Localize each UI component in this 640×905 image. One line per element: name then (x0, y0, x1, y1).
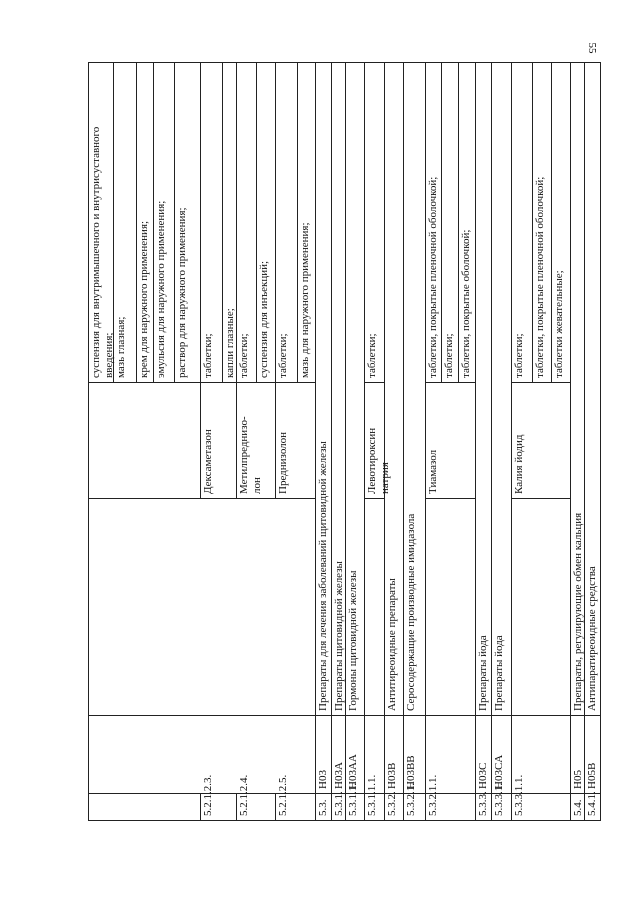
rule-line (136, 793, 154, 794)
rule-line (441, 382, 459, 383)
rule-line (222, 498, 237, 499)
atc-code: H03C (477, 762, 489, 789)
row-divider (511, 498, 512, 716)
row-divider (88, 62, 89, 821)
dosage-form: таблетки, покрытые пленочной оболочкой; (427, 176, 439, 378)
drug-name: Калия йодид (513, 434, 525, 494)
rule-line (236, 715, 257, 716)
row-number: 5.3.2.1.1. (427, 774, 439, 816)
row-divider (174, 62, 175, 383)
dosage-form: суспензия для внутримышечного и внутрисуставного (90, 126, 102, 378)
row-divider (491, 715, 492, 794)
drug-name: Метилпреднизо- (238, 416, 250, 494)
rule-line (256, 498, 276, 499)
drug-name: Дексаметазон (202, 429, 214, 494)
row-divider (570, 498, 571, 716)
rule-line (532, 382, 552, 383)
row-divider (425, 715, 426, 794)
rule-line (551, 715, 571, 716)
row-divider (475, 793, 476, 821)
rule-line (236, 498, 257, 499)
rule-line (364, 715, 385, 716)
rule-line (458, 498, 476, 499)
rule-line (136, 715, 154, 716)
rule-line (491, 715, 512, 716)
rule-line (153, 793, 175, 794)
atc-code: H05 (572, 770, 584, 789)
row-divider (331, 793, 332, 821)
row-number: 5.4. (572, 799, 584, 816)
drug-name: лон (251, 477, 263, 494)
row-divider (475, 715, 476, 794)
atc-code: H03AA (347, 754, 359, 789)
rule-line (532, 498, 552, 499)
row-divider (491, 62, 492, 383)
rule-line (297, 498, 316, 499)
row-divider (491, 382, 492, 499)
rule-line (113, 498, 137, 499)
rule-line (364, 382, 385, 383)
row-divider (364, 382, 365, 499)
dosage-form: таблетки; (202, 333, 214, 378)
row-divider (315, 382, 316, 499)
group-name: Препараты щитовидной железы (333, 561, 345, 711)
row-divider (364, 793, 365, 821)
row-divider (403, 62, 404, 383)
rule-line (88, 715, 114, 716)
rule-line (551, 793, 571, 794)
row-divider (403, 793, 404, 821)
rule-line (153, 715, 175, 716)
row-divider (275, 382, 276, 499)
dosage-form: крем для наружного применения; (138, 220, 150, 378)
rule-line (297, 793, 316, 794)
rule-line (275, 498, 298, 499)
rule-line (570, 793, 585, 794)
row-divider (570, 382, 571, 499)
rule-line (222, 715, 237, 716)
dosage-form: раствор для наружного применения; (176, 207, 188, 378)
row-divider (570, 62, 571, 383)
row-divider (364, 715, 365, 794)
row-divider (425, 62, 426, 383)
dosage-form: мазь глазная; (115, 316, 127, 378)
rule-line (222, 382, 237, 383)
row-divider (511, 382, 512, 499)
group-name: Препараты, регулирующие обмен кальция (572, 512, 584, 711)
rule-line (403, 715, 426, 716)
rule-line (315, 793, 332, 794)
rule-line (441, 793, 459, 794)
rule-line (425, 382, 442, 383)
rule-line (88, 382, 114, 383)
rule-line (174, 498, 201, 499)
dosage-form: таблетки жевательные; (553, 270, 565, 378)
row-divider (584, 62, 585, 383)
group-name: Антипаратиреоидные средства (586, 566, 598, 711)
rule-line (384, 715, 404, 716)
rule-line (511, 382, 533, 383)
dosage-form: таблетки; (238, 333, 250, 378)
drug-name: натрия (379, 462, 391, 494)
row-divider (600, 62, 601, 821)
row-divider (570, 793, 571, 821)
row-divider (200, 793, 201, 821)
row-divider (275, 62, 276, 383)
rule-line (275, 382, 298, 383)
row-divider (425, 498, 426, 716)
row-number: 5.3.2.1. (405, 783, 417, 816)
row-divider (403, 498, 404, 716)
rule-line (256, 715, 276, 716)
row-number: 5.3.3.1.1. (513, 774, 525, 816)
row-divider (511, 715, 512, 794)
row-divider (200, 62, 201, 383)
row-divider (315, 793, 316, 821)
dosage-form: мазь для наружного применения; (299, 222, 311, 378)
row-divider (345, 62, 346, 383)
row-divider (364, 498, 365, 716)
dosage-form: таблетки, покрытые пленочной оболочкой; (534, 176, 546, 378)
row-divider (475, 498, 476, 716)
rule-line (174, 793, 201, 794)
rule-line (511, 498, 533, 499)
rule-line (200, 715, 223, 716)
row-number: 5.2.1.2.4. (238, 774, 250, 816)
row-number: 5.3.2. (386, 791, 398, 816)
atc-code: H05B (586, 762, 598, 789)
dosage-form: капли глазные; (224, 308, 236, 378)
rule-line (88, 793, 114, 794)
row-divider (315, 498, 316, 716)
row-divider (297, 62, 298, 383)
rule-line (174, 715, 201, 716)
rule-line (345, 715, 365, 716)
atc-code: H03A (333, 762, 345, 789)
row-number: 5.2.1.2.5. (277, 774, 289, 816)
rule-line (88, 498, 114, 499)
atc-code: H03 (317, 770, 329, 789)
row-divider (256, 62, 257, 383)
row-divider (403, 382, 404, 499)
rule-line (275, 715, 298, 716)
row-divider (315, 715, 316, 794)
atc-code: H03BB (405, 755, 417, 789)
row-divider (345, 382, 346, 499)
rule-line (584, 715, 601, 716)
rule-line (425, 715, 442, 716)
group-name: Антитиреоидные препараты (386, 578, 398, 711)
row-divider (331, 382, 332, 499)
rule-line (570, 715, 585, 716)
row-number: 5.3.3. (477, 791, 489, 816)
row-divider (491, 498, 492, 716)
rule-line (511, 715, 533, 716)
rule-line (236, 382, 257, 383)
group-name: Препараты для лечения заболеваний щитовидной железы (317, 441, 329, 711)
rule-line (551, 382, 571, 383)
row-divider (475, 382, 476, 499)
row-divider (331, 62, 332, 383)
rule-line (315, 715, 332, 716)
group-name: Препараты йода (493, 635, 505, 711)
rule-line (331, 715, 346, 716)
row-divider (200, 382, 201, 499)
drug-name: Тиамазол (427, 449, 439, 494)
row-divider (236, 382, 237, 499)
rule-line (113, 382, 137, 383)
rule-line (136, 382, 154, 383)
dosage-form: таблетки; (366, 333, 378, 378)
row-divider (331, 715, 332, 794)
rule-line (153, 382, 175, 383)
row-divider (331, 498, 332, 716)
row-divider (222, 62, 223, 383)
dosage-form: введения; (103, 332, 115, 378)
rule-line (297, 715, 316, 716)
rule-line (532, 715, 552, 716)
row-divider (425, 382, 426, 499)
rule-line (297, 382, 316, 383)
dosage-form: таблетки; (513, 333, 525, 378)
rule-line (364, 498, 385, 499)
rule-line (441, 715, 459, 716)
rule-line (256, 793, 276, 794)
rule-line (200, 498, 223, 499)
rule-line (200, 382, 223, 383)
dosage-form: таблетки; (277, 333, 289, 378)
rule-line (458, 715, 476, 716)
row-divider (551, 62, 552, 383)
row-number: 5.3.1.1. (347, 783, 359, 816)
rule-line (551, 498, 571, 499)
row-divider (384, 715, 385, 794)
rule-line (532, 793, 552, 794)
drug-name: Левотироксин (366, 427, 378, 494)
row-divider (136, 62, 137, 383)
row-divider (584, 382, 585, 499)
rule-line (475, 715, 492, 716)
row-divider (384, 793, 385, 821)
rule-line (113, 793, 137, 794)
row-divider (403, 715, 404, 794)
atc-code: H03CA (493, 754, 505, 789)
row-divider (384, 62, 385, 383)
row-divider (532, 62, 533, 383)
group-name: Гормоны щитовидной железы (347, 570, 359, 711)
drug-name: Преднизолон (277, 431, 289, 494)
dosage-form: суспензия для инъекций; (258, 260, 270, 378)
row-divider (570, 715, 571, 794)
row-divider (315, 62, 316, 383)
dosage-form: эмульсия для наружного применения; (155, 200, 167, 378)
row-number: 5.3. (317, 799, 329, 816)
dosage-form: таблетки, покрытые оболочкой; (460, 229, 472, 378)
rule-line (256, 382, 276, 383)
rule-line (222, 793, 237, 794)
rule-line (174, 382, 201, 383)
rule-line (113, 715, 137, 716)
dosage-form: таблетки; (443, 333, 455, 378)
rule-line (425, 498, 442, 499)
row-divider (511, 62, 512, 383)
rule-line (153, 498, 175, 499)
row-number: 5.4.1. (586, 791, 598, 816)
rule-line (458, 793, 476, 794)
row-number: 5.3.3.1. (493, 783, 505, 816)
row-number: 5.3.1. (333, 791, 345, 816)
row-divider (364, 62, 365, 383)
row-divider (153, 62, 154, 383)
row-divider (511, 793, 512, 821)
rule-line (136, 498, 154, 499)
row-number: 5.3.1.1.1. (366, 774, 378, 816)
row-divider (491, 793, 492, 821)
row-divider (441, 62, 442, 383)
row-divider (275, 793, 276, 821)
row-divider (384, 498, 385, 716)
row-divider (236, 793, 237, 821)
page-number: 55 (586, 42, 598, 54)
row-number: 5.2.1.2.3. (202, 774, 214, 816)
row-divider (458, 62, 459, 383)
rule-line (458, 382, 476, 383)
group-name: Препараты йода (477, 635, 489, 711)
atc-code: H03B (386, 762, 398, 789)
rule-line (441, 498, 459, 499)
row-divider (475, 62, 476, 383)
row-divider (425, 793, 426, 821)
group-name: Серосодержащие производные имидазола (405, 513, 417, 711)
